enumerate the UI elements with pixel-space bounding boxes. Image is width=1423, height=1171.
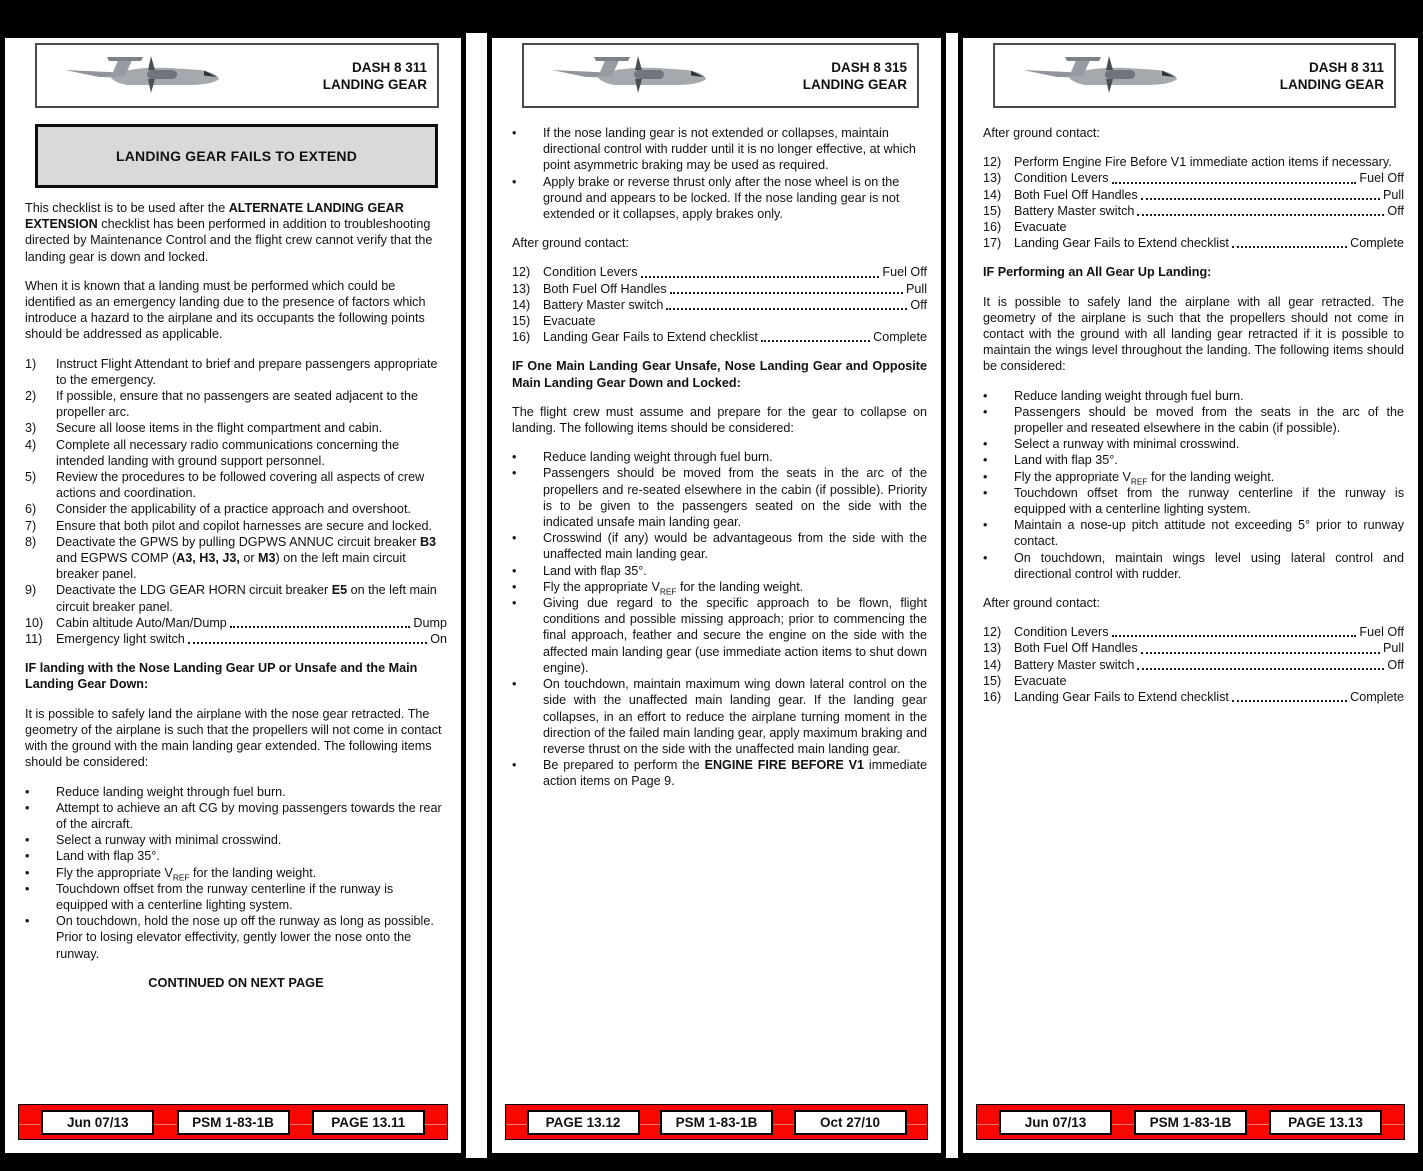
step-label: Both Fuel Off Handles: [1014, 187, 1138, 202]
checklist-steps: [25, 356, 447, 648]
bullet-text: Land with flap 35°.: [56, 849, 160, 864]
condition-heading: IF landing with the Nose Landing Gear UP or Unsafe and the Main Landing Gear Down:: [25, 661, 418, 692]
footer-box-left: Jun 07/13: [41, 1110, 154, 1135]
footer-box-right: Oct 27/10: [794, 1110, 907, 1135]
bullet-icon: [512, 465, 543, 481]
step-value: Complete: [1350, 690, 1404, 705]
footer-box-center: PSM 1-83-1B: [177, 1110, 290, 1135]
bullet-icon: [512, 595, 543, 611]
intro-paragraph: This checklist is to be used after the ALTERNATE LANDING GEAR EXTENSION checklist has been performed in addition to troubleshooting directed by Maintenance Control and the flight crew cannot verify that the landing gear is down and locked.: [25, 201, 433, 264]
step-value: Off: [910, 297, 927, 312]
bullet-item: [983, 517, 1404, 549]
step-number: 5): [25, 470, 37, 485]
checklist-step: [983, 689, 1404, 705]
page-header: [993, 43, 1396, 108]
footer-box-left: PAGE 13.12: [527, 1110, 640, 1135]
page-header: [35, 43, 439, 108]
checklist-step: [983, 235, 1404, 251]
checklist-step: [512, 281, 927, 297]
step-label: Landing Gear Fails to Extend checklist: [1014, 690, 1229, 705]
bullet-item: [512, 465, 927, 530]
step-number: 9): [25, 583, 37, 598]
page-body: [25, 200, 447, 991]
step-text: Complete all necessary radio communications concerning the intended landing with ground support personnel.: [56, 437, 400, 468]
bullet-item: [983, 388, 1404, 404]
bullet-icon: [983, 404, 1014, 420]
step-text: Evacuate: [1014, 220, 1067, 235]
bullet-icon: [983, 517, 1014, 533]
step-number: 12): [983, 625, 1002, 640]
checklist-step: [983, 219, 1404, 235]
step-value: Off: [1387, 203, 1404, 218]
checklist-step: [25, 501, 447, 517]
bullet-text: Fly the appropriate $V_{REF}$ for the landing weight.: [1014, 469, 1275, 487]
bullet-text: On touchdown, maintain maximum wing down lateral control on the side with the unaffected main landing gear. If the landing gear collapses, in an effort to reduce the airplane turning moment in the direction of the failed main landing gear, apply maximum braking and reverse thrust on the side with the unaffected main landing gear.: [543, 677, 927, 756]
bullet-icon: [983, 436, 1014, 452]
bullet-item: [983, 485, 1404, 517]
bullet-item: [25, 881, 447, 913]
after-ground-contact-label: After ground contact:: [512, 236, 629, 251]
page-body: [512, 125, 927, 790]
bullet-text: Passengers should be moved from the seats in the arc of the propellers and re-seated elsewhere in the cabin (if possible). Priority is to be given to the passengers seated on the side with the indicated unsafe main landing gear.: [543, 466, 927, 530]
checklist-page-13-12: [487, 33, 946, 1158]
bullet-item: [512, 449, 927, 465]
checklist-step: [983, 170, 1404, 186]
condition-heading: IF One Main Landing Gear Unsafe, Nose Landing Gear and Opposite Main Landing Gear Down and Locked:: [512, 359, 927, 390]
bullet-item: [512, 530, 927, 562]
checklist-step: [512, 297, 927, 313]
checklist-step: [512, 264, 927, 280]
footer-box-center: PSM 1-83-1B: [660, 1110, 773, 1135]
bullet-text: On touchdown, hold the nose up off the runway as long as possible. Prior to losing elevator effectivity, gently lower the nose onto the runway.: [56, 914, 434, 961]
dotted-leader: [666, 297, 907, 310]
step-label: Landing Gear Fails to Extend checklist: [1014, 236, 1229, 251]
checklist-step: [983, 673, 1404, 689]
step-text: Consider the applicability of a practice approach and overshoot.: [56, 502, 411, 517]
step-text: Review the procedures to be followed covering all aspects of crew actions and coordination.: [56, 470, 425, 501]
dotted-leader: [188, 631, 427, 644]
step-label: Both Fuel Off Handles: [1014, 641, 1138, 656]
step-number: 4): [25, 437, 37, 452]
dotted-leader: [761, 329, 870, 342]
aircraft-icon: [65, 51, 220, 97]
dotted-leader: [1141, 187, 1380, 200]
step-value: Fuel Off: [1359, 171, 1404, 186]
header-section: LANDING GEAR: [802, 76, 907, 92]
checklist-step: [25, 356, 447, 388]
step-number: 14): [983, 187, 1002, 202]
condition-paragraph: The flight crew must assume and prepare for the gear to collapse on landing. The following items should be considered:: [512, 404, 927, 436]
bullet-text: Maintain a nose-up pitch attitude not exceeding 5° prior to runway contact.: [1014, 518, 1404, 549]
bullet-item: [25, 848, 447, 864]
step-text: Deactivate the LDG GEAR HORN circuit breaker E5 on the left main circuit breaker panel.: [56, 583, 437, 614]
step-value: On: [430, 632, 447, 647]
after-ground-contact-label: After ground contact:: [983, 126, 1100, 140]
bullet-text: Select a runway with minimal crosswind.: [1014, 437, 1240, 452]
condition-heading: IF Performing an All Gear Up Landing:: [983, 265, 1212, 280]
bullet-text: Reduce landing weight through fuel burn.: [56, 784, 286, 799]
page-header: [522, 43, 919, 108]
bullet-icon: [512, 449, 543, 465]
checklist-step: [25, 615, 447, 631]
bullet-text: Reduce landing weight through fuel burn.: [543, 450, 773, 465]
step-label: Landing Gear Fails to Extend checklist: [543, 330, 758, 345]
bullet-text: Be prepared to perform the ENGINE FIRE BEFORE V1 immediate action items on Page 9.: [543, 758, 927, 789]
nose-gear-bullets: [512, 125, 927, 222]
intro-paragraph: When it is known that a landing must be performed which could be identified as an emergency landing due to the presence of factors which introduce a hazard to the airplane and its occupants the following points should be addressed as applicable.: [25, 278, 426, 342]
step-number: 14): [983, 657, 1002, 672]
step-text: Ensure that both pilot and copilot harnesses are secure and locked.: [56, 518, 432, 533]
step-number: 6): [25, 502, 37, 517]
bullet-text: Passengers should be moved from the seats in the arc of the propeller and reseated elsewhere in the cabin (if possible).: [1014, 404, 1404, 436]
step-text: Evacuate: [543, 314, 596, 329]
step-value: Fuel Off: [882, 265, 927, 280]
bullet-icon: [25, 913, 56, 929]
bullet-item: [983, 436, 1404, 452]
step-number: 16): [512, 330, 531, 345]
pages-row: [0, 33, 1423, 1158]
checklist-step: [983, 187, 1404, 203]
bullet-item: [512, 595, 927, 676]
bullet-item: [983, 404, 1404, 436]
checklist-step: [25, 437, 447, 469]
checklist-step: [25, 534, 447, 583]
bullet-icon: [25, 865, 56, 881]
bullet-text: If the nose landing gear is not extended or collapses, maintain directional control with rudder until it is no longer effective, at which point asymmetric braking may be used as required.: [543, 126, 916, 173]
checklist-step: [512, 329, 927, 345]
aircraft-icon: [552, 51, 707, 97]
bullet-item: [983, 452, 1404, 468]
bullet-item: [25, 832, 447, 848]
aircraft-photo: [65, 51, 220, 102]
bullet-item: [512, 579, 927, 595]
checklist-step: [25, 469, 447, 501]
header-section: LANDING GEAR: [1279, 76, 1384, 92]
checklist-step: [25, 518, 447, 534]
footer-box-left: Jun 07/13: [999, 1110, 1112, 1135]
checklist-step: [25, 420, 447, 436]
step-label: Condition Levers: [1014, 625, 1109, 640]
consideration-bullets: [512, 449, 927, 789]
footer-box-right: PAGE 13.11: [312, 1110, 425, 1135]
bullet-icon: [983, 388, 1014, 404]
bullet-icon: [983, 452, 1014, 468]
bullet-item: [983, 550, 1404, 582]
step-number: 11): [25, 632, 43, 647]
step-number: 7): [25, 518, 37, 533]
aircraft-icon: [1023, 51, 1178, 97]
dotted-leader: [1137, 657, 1384, 670]
step-number: 15): [983, 203, 1002, 218]
checklist-step: [512, 313, 927, 329]
aircraft-photo: [1023, 51, 1178, 102]
aircraft-photo: [552, 51, 707, 102]
bullet-icon: [25, 800, 56, 816]
dotted-leader: [641, 264, 880, 277]
step-number: 3): [25, 421, 37, 436]
footer-band: [976, 1104, 1405, 1140]
aircraft-model: DASH 8 311: [1308, 59, 1384, 75]
bullet-text: Reduce landing weight through fuel burn.: [1014, 388, 1244, 403]
bullet-icon: [983, 469, 1014, 485]
step-value: Fuel Off: [1359, 625, 1404, 640]
checklist-page-13-13: [958, 33, 1423, 1158]
aircraft-model: DASH 8 311: [351, 59, 427, 75]
consideration-bullets: [983, 388, 1404, 582]
bullet-item: [512, 757, 927, 789]
bullet-icon: [983, 485, 1014, 501]
step-label: Condition Levers: [1014, 171, 1109, 186]
step-number: 16): [983, 220, 1002, 235]
header-section: LANDING GEAR: [322, 76, 427, 92]
footer-box-right: PAGE 13.13: [1269, 1110, 1382, 1135]
bullet-icon: [512, 174, 543, 190]
step-number: 2): [25, 389, 37, 404]
step-number: 12): [512, 265, 531, 280]
dotted-leader: [670, 281, 903, 294]
step-number: 14): [512, 297, 531, 312]
footer-band: [505, 1104, 928, 1140]
bullet-icon: [25, 832, 56, 848]
step-number: 15): [512, 314, 531, 329]
after-ground-contact-label: After ground contact:: [983, 596, 1100, 611]
checklist-step: [983, 203, 1404, 219]
dotted-leader: [1112, 170, 1357, 183]
bullet-text: Land with flap 35°.: [543, 563, 647, 578]
step-value: Off: [1387, 657, 1404, 672]
bullet-item: [25, 784, 447, 800]
after-ground-steps: [983, 154, 1404, 251]
bullet-icon: [512, 757, 543, 773]
step-number: 8): [25, 534, 37, 549]
bullet-text: Crosswind (if any) would be advantageous from the side with the unaffected main landing gear.: [543, 531, 927, 562]
checklist-step: [983, 154, 1404, 170]
after-ground-steps: [512, 264, 927, 345]
bullet-icon: [25, 881, 56, 897]
step-text: If possible, ensure that no passengers are seated adjacent to the propeller arc.: [56, 389, 418, 420]
bullet-item: [25, 800, 447, 832]
bullet-text: On touchdown, maintain wings level using lateral control and directional control with rudder.: [1014, 550, 1404, 581]
step-number: 13): [983, 641, 1002, 656]
dotted-leader: [1137, 203, 1384, 216]
after-ground-steps-2: [983, 624, 1404, 705]
bullet-icon: [512, 125, 543, 141]
step-label: Both Fuel Off Handles: [543, 281, 667, 296]
step-value: Complete: [873, 330, 927, 345]
checklist-step: [25, 582, 447, 614]
step-text: Instruct Flight Attendant to brief and prepare passengers appropriate to the emergency.: [56, 356, 438, 387]
checklist-step: [25, 388, 447, 420]
step-label: Battery Master switch: [1014, 203, 1135, 218]
bullet-text: Attempt to achieve an aft CG by moving passengers towards the rear of the aircraft.: [56, 800, 442, 831]
checklist-step: [25, 631, 447, 647]
step-text: Secure all loose items in the flight compartment and cabin.: [56, 421, 383, 436]
bullet-item: [25, 913, 447, 962]
checklist-step: [983, 640, 1404, 656]
dotted-leader: [1112, 624, 1357, 637]
page-body: [983, 125, 1404, 705]
bullet-icon: [512, 579, 543, 595]
step-number: 17): [983, 236, 1002, 251]
checklist-step: [983, 657, 1404, 673]
continued-note: CONTINUED ON NEXT PAGE: [148, 974, 324, 990]
bullet-text: Touchdown offset from the runway centerline if the runway is equipped with a centerline lighting system.: [56, 881, 394, 912]
step-text: Evacuate: [1014, 673, 1067, 688]
checklist-step: [983, 624, 1404, 640]
bullet-icon: [983, 550, 1014, 566]
dotted-leader: [230, 615, 411, 628]
step-value: Dump: [413, 615, 447, 630]
step-number: 13): [983, 171, 1002, 186]
dotted-leader: [1141, 640, 1380, 653]
bullet-item: [512, 125, 927, 174]
bullet-item: [25, 865, 447, 881]
step-value: Pull: [1383, 641, 1404, 656]
bullet-text: Fly the appropriate $V_{REF}$ for the landing weight.: [543, 579, 804, 597]
aircraft-model: DASH 8 315: [831, 59, 907, 75]
bullet-text: Touchdown offset from the runway centerline if the runway is equipped with a centerline lighting system.: [1014, 485, 1404, 517]
bullet-text: Giving due regard to the specific approach to be flown, flight conditions and possible missing approach; prior to commencing the final approach, feather and secure the engine on the side with the affected main landing gear (use immediate action items to shut down engine).: [543, 596, 927, 675]
bullet-item: [983, 469, 1404, 485]
checklist-title-box: LANDING GEAR FAILS TO EXTEND: [35, 124, 438, 188]
bullet-icon: [25, 784, 56, 800]
bullet-icon: [512, 676, 543, 692]
step-label: Emergency light switch: [56, 632, 185, 647]
bullet-item: [512, 676, 927, 757]
bullet-icon: [512, 563, 543, 579]
step-number: 13): [512, 281, 531, 296]
checklist-page-13-11: [0, 33, 466, 1158]
bullet-text: Apply brake or reverse thrust only after the nose wheel is on the ground and appears to be locked. If the nose landing gear is not extended or it collapses, apply brakes only.: [543, 174, 900, 222]
step-number: 16): [983, 690, 1002, 705]
step-number: 10): [25, 615, 44, 630]
consideration-bullets: [25, 784, 447, 962]
footer-band: [18, 1104, 448, 1140]
step-label: Condition Levers: [543, 265, 638, 280]
step-label: Cabin altitude Auto/Man/Dump: [56, 615, 227, 630]
step-value: Pull: [906, 281, 927, 296]
step-label: Battery Master switch: [543, 297, 664, 312]
dotted-leader: [1232, 689, 1347, 702]
bullet-item: [512, 174, 927, 223]
step-number: 15): [983, 673, 1002, 688]
step-value: Pull: [1383, 187, 1404, 202]
step-label: Battery Master switch: [1014, 657, 1135, 672]
dotted-leader: [1232, 235, 1347, 248]
bullet-icon: [25, 848, 56, 864]
step-text: Deactivate the GPWS by pulling DGPWS ANNUC circuit breaker B3 and EGPWS COMP (A3, H3, J3, or M3) on the left main circuit breaker panel.: [56, 534, 437, 582]
bullet-icon: [512, 530, 543, 546]
step-number: 12): [983, 155, 1002, 170]
bullet-text: Select a runway with minimal crosswind.: [56, 833, 282, 848]
condition-paragraph: It is possible to safely land the airplane with the nose gear retracted. The geometry of the airplane is such that the propellers will not come in contact with the ground with the main landing gear extended. The following items should be considered:: [25, 706, 442, 770]
step-value: Complete: [1350, 236, 1404, 251]
condition-paragraph: It is possible to safely land the airplane with all gear retracted. The geometry of the airplane is such that the propellers should not come in contact with the ground with all landing gear retracted if it is possible to maintain the wings level throughout the landing. The following items should be considered:: [983, 294, 1404, 374]
step-number: 1): [25, 356, 37, 371]
bullet-item: [512, 563, 927, 579]
bullet-text: Land with flap 35°.: [1014, 453, 1118, 468]
bullet-text: Fly the appropriate $V_{REF}$ for the landing weight.: [56, 865, 317, 883]
footer-box-center: PSM 1-83-1B: [1134, 1110, 1247, 1135]
step-text: Perform Engine Fire Before V1 immediate action items if necessary.: [1014, 155, 1392, 170]
